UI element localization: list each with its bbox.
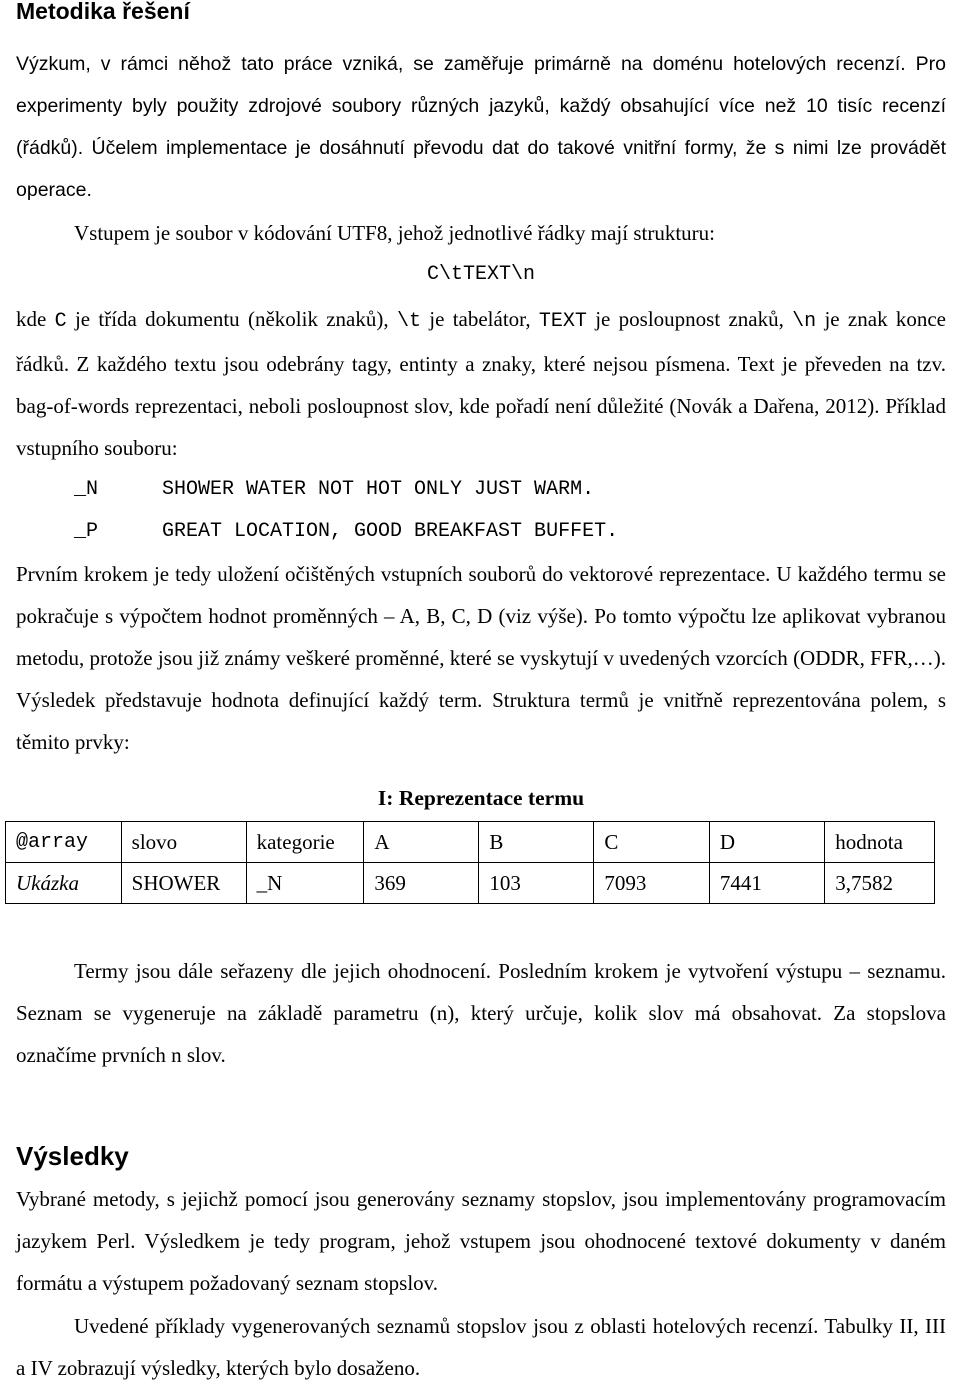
format-line: C\tTEXT\n bbox=[426, 263, 536, 286]
table-cell: @array bbox=[6, 822, 122, 863]
code-tab: \t bbox=[396, 310, 421, 333]
paragraph-vector: Prvním krokem je tedy uložení očištěných vstupních souborů do vektorové reprezentace. U každého termu se pokračuje s výpočtem hodnot proměnných – A, B, C, D (viz výše). Po tomto výpočtu lze aplikovat vybranou metodu, protože jsou již známy veškeré proměnné, které se vyskytují v uvedených vzorcích (ODDR, FFR,…). Výsledek představuje hodnota definující každý term. Struktura termů je vnitřně reprezentována polem, s těmito prvky: bbox=[16, 562, 946, 754]
table-cell: 7093 bbox=[594, 863, 709, 904]
paragraph-format-explanation bbox=[16, 298, 946, 469]
example-class: _P bbox=[74, 520, 99, 543]
text-fragment: je tabelátor, bbox=[420, 307, 539, 331]
paragraph-sorting: Termy jsou dále seřazeny dle jejich ohodnocení. Posledním krokem je vytvoření výstupu – seznamu. Seznam se vygeneruje na základě parametru (n), který určuje, kolik slov má obsahovat. Za stopslova označíme prvních n slov. bbox=[16, 959, 946, 1067]
table-caption: I: Reprezentace termu bbox=[377, 786, 585, 810]
code-c: C bbox=[54, 310, 67, 333]
example-line bbox=[16, 469, 946, 511]
table-cell: D bbox=[709, 822, 824, 863]
example-text: GREAT LOCATION, GOOD BREAKFAST BUFFET. bbox=[162, 520, 619, 543]
table-cell: B bbox=[479, 822, 594, 863]
table-cell: slovo bbox=[121, 822, 246, 863]
example-line bbox=[16, 511, 946, 553]
table-row bbox=[6, 822, 935, 863]
table-cell: kategorie bbox=[246, 822, 364, 863]
paragraph-examples: Uvedené příklady vygenerovaných seznamů stopslov jsou z oblasti hotelových recenzí. Tabulky II, III a IV zobrazují výsledky, kterých bylo dosaženo. bbox=[16, 1314, 946, 1380]
table-row bbox=[6, 863, 935, 904]
paragraph-implementation: Vybrané metody, s jejichž pomocí jsou generovány seznamy stopslov, jsou implementovány programovacím jazykem Perl. Výsledkem je tedy program, jehož vstupem jsou ohodnocené textové dokumenty v daném formátu a výstupem požadovaný seznam stopslov. bbox=[16, 1187, 946, 1295]
table-cell: A bbox=[364, 822, 479, 863]
table-cell: 3,7582 bbox=[825, 863, 935, 904]
text-fragment: je znak konce řádků. Z každého textu jsou odebrány tagy, entinty a znaky, které nejsou písmena. Text je převeden na tzv. bag-of-words reprezentaci, neboli posloupnost slov, kde pořadí není důležité (Novák a Dařena, 2012). Příklad vstupního souboru: bbox=[16, 307, 947, 460]
term-table bbox=[5, 821, 935, 904]
table-cell: hodnota bbox=[825, 822, 935, 863]
table-cell: C bbox=[594, 822, 709, 863]
text-fragment: je posloupnost znaků, bbox=[586, 307, 793, 331]
table-cell: SHOWER bbox=[121, 863, 246, 904]
section-heading-results: Výsledky bbox=[16, 1141, 129, 1171]
table-cell: _N bbox=[246, 863, 364, 904]
table-cell: 7441 bbox=[709, 863, 824, 904]
text-fragment: kde bbox=[16, 307, 55, 331]
example-list bbox=[16, 469, 946, 553]
paragraph-intro: Výzkum, v rámci něhož tato práce vzniká, se zaměřuje primárně na doménu hotelových recenzí. Pro experimenty byly použity zdrojové soubory různých jazyků, každý obsahující více než 10 tisíc recenzí (řádků). Účelem implementace je dosáhnutí převodu dat do takové vnitřní formy, že s nimi lze provádět operace. bbox=[16, 53, 946, 201]
code-text: TEXT bbox=[538, 310, 587, 333]
table-cell: 369 bbox=[364, 863, 479, 904]
text-fragment: je třída dokumentu (několik znaků), bbox=[66, 307, 397, 331]
example-class: _N bbox=[74, 478, 99, 501]
paragraph-input: Vstupem je soubor v kódování UTF8, jehož jednotlivé řádky mají strukturu: bbox=[74, 221, 715, 245]
code-newline: \n bbox=[792, 310, 817, 333]
example-text: SHOWER WATER NOT HOT ONLY JUST WARM. bbox=[162, 478, 595, 501]
section-heading-method: Metodika řešení bbox=[16, 0, 190, 24]
table-cell: Ukázka bbox=[6, 863, 122, 904]
table-cell: 103 bbox=[479, 863, 594, 904]
